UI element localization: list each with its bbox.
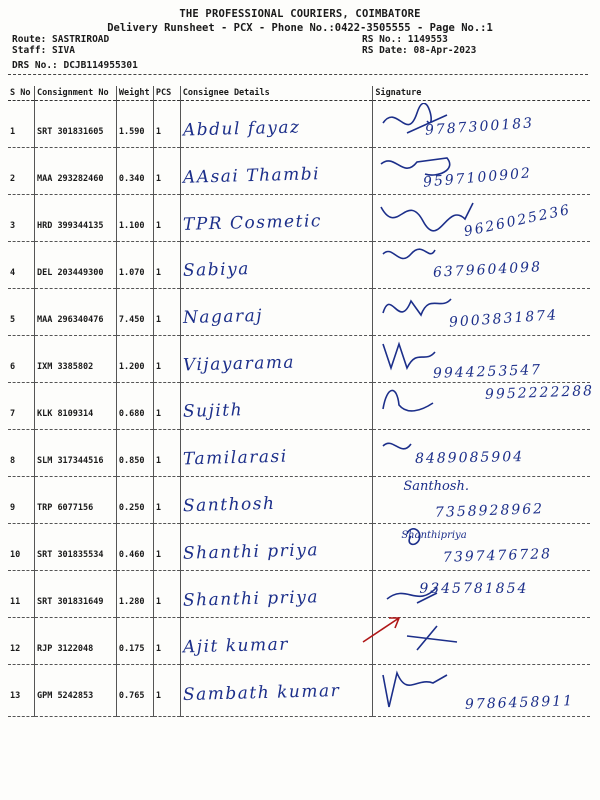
row-weight: 0.765	[116, 665, 153, 717]
row-consignee-details	[180, 524, 373, 571]
signature-phone-number: 9345781854	[419, 581, 529, 597]
table-row	[8, 571, 590, 618]
row-consignee-details	[180, 571, 373, 618]
row-consignee-details	[180, 430, 373, 477]
rs-info-block	[362, 34, 476, 56]
row-signature	[373, 665, 590, 717]
runsheet-table	[8, 86, 595, 717]
table-row	[8, 618, 590, 665]
row-consignment-no: SRT 301831605	[34, 101, 116, 148]
row-weight: 1.280	[116, 571, 153, 618]
row-pcs: 1	[153, 665, 180, 717]
row-consignee-details	[180, 383, 373, 430]
row-consignment-no: SRT 301835534	[34, 524, 116, 571]
row-signature	[373, 524, 590, 571]
row-pcs: 1	[153, 430, 180, 477]
row-sno: 10	[8, 524, 34, 571]
row-weight: 1.200	[116, 336, 153, 383]
consignee-handwritten-name: TPR Cosmetic	[182, 211, 322, 235]
row-pcs: 1	[153, 289, 180, 336]
row-consignee-details	[180, 618, 373, 665]
row-weight: 1.070	[116, 242, 153, 289]
row-pcs: 1	[153, 101, 180, 148]
row-sno: 9	[8, 477, 34, 524]
row-consignment-no: SLM 317344516	[34, 430, 116, 477]
row-sno: 13	[8, 665, 34, 717]
row-consignment-no: MAA 296340476	[34, 289, 116, 336]
col-sno: S No	[8, 86, 34, 101]
row-sno: 1	[8, 101, 34, 148]
col-consignment: Consignment No	[34, 86, 116, 101]
consignee-handwritten-name: Shanthi priya	[182, 587, 320, 611]
row-weight: 0.850	[116, 430, 153, 477]
row-pcs: 1	[153, 618, 180, 665]
row-consignment-no: KLK 8109314	[34, 383, 116, 430]
consignee-handwritten-name: Sujith	[182, 400, 244, 422]
signature-phone-number: 7397476728	[443, 546, 553, 566]
table-row	[8, 195, 590, 242]
header-divider	[8, 74, 588, 75]
row-signature	[373, 383, 595, 430]
row-sno: 4	[8, 242, 34, 289]
row-consignee-details	[180, 148, 373, 195]
row-weight: 0.460	[116, 524, 153, 571]
runsheet-header	[0, 0, 600, 78]
signature-phone-number: 9952222288	[485, 383, 595, 403]
signature-scribble	[377, 667, 477, 709]
runsheet-subtitle: Delivery Runsheet - PCX - Phone No.:0422-3505555 - Page No.:1	[107, 22, 493, 34]
consignee-handwritten-name: Sambath kumar	[182, 680, 341, 706]
row-pcs: 1	[153, 477, 180, 524]
table-header-row	[8, 86, 590, 101]
route-label: Route: SASTRIROAD	[12, 34, 110, 45]
table-row	[8, 477, 590, 524]
row-pcs: 1	[153, 336, 180, 383]
row-consignee-details	[180, 477, 373, 524]
signature-phone-number: 8489085904	[415, 449, 525, 467]
signature-scribble	[377, 197, 477, 239]
consignee-handwritten-name: Shanthi priya	[182, 540, 320, 564]
row-signature	[373, 148, 590, 195]
row-consignee-details	[180, 195, 373, 242]
signature-phone-number: 9786458911	[465, 693, 575, 713]
rs-date: RS Date: 08-Apr-2023	[362, 45, 477, 56]
table-row	[8, 383, 590, 430]
rs-number: RS No.: 1149553	[362, 34, 448, 45]
signature-scribble	[377, 385, 477, 427]
signature-phone-number: 9003831874	[448, 307, 559, 331]
row-weight: 0.175	[116, 618, 153, 665]
row-sno: 2	[8, 148, 34, 195]
row-consignment-no: RJP 3122048	[34, 618, 116, 665]
row-weight: 7.450	[116, 289, 153, 336]
signature-name: Santhosh.	[403, 479, 469, 494]
row-consignment-no: HRD 399344135	[34, 195, 116, 242]
signature-phone-number: 9787300183	[424, 115, 535, 139]
drs-number: DRS No.: DCJB114955301	[12, 60, 138, 71]
table-row	[8, 101, 590, 148]
row-pcs: 1	[153, 148, 180, 195]
row-signature	[373, 195, 590, 242]
row-sno: 5	[8, 289, 34, 336]
row-sno: 7	[8, 383, 34, 430]
staff-label: Staff: SIVA	[12, 45, 75, 56]
signature-phone-number: 6379604098	[432, 259, 543, 281]
table-row	[8, 289, 590, 336]
signature-name: Shanthipriya	[401, 530, 467, 541]
row-pcs: 1	[153, 195, 180, 242]
row-consignee-details	[180, 289, 373, 336]
row-sno: 11	[8, 571, 34, 618]
signature-phone-number: 7358928962	[435, 501, 545, 521]
company-title: THE PROFESSIONAL COURIERS, COIMBATORE	[179, 8, 421, 20]
row-consignee-details	[180, 101, 373, 148]
table-row	[8, 242, 590, 289]
row-signature	[373, 289, 590, 336]
col-consignee-details: Consignee Details	[180, 86, 373, 101]
row-signature	[373, 430, 590, 477]
row-pcs: 1	[153, 524, 180, 571]
col-pcs: PCS	[153, 86, 180, 101]
col-signature: Signature	[373, 86, 590, 101]
row-pcs: 1	[153, 571, 180, 618]
row-consignee-details	[180, 336, 373, 383]
row-signature	[373, 477, 590, 524]
row-weight: 1.590	[116, 101, 153, 148]
consignee-handwritten-name: Ajit kumar	[182, 634, 289, 658]
row-consignee-details	[180, 665, 373, 717]
row-weight: 0.680	[116, 383, 153, 430]
row-signature	[373, 101, 590, 148]
row-weight: 0.250	[116, 477, 153, 524]
row-signature	[373, 336, 590, 383]
red-arrow-annotation	[359, 610, 419, 650]
row-consignee-details	[180, 242, 373, 289]
signature-phone-number: 9597100902	[422, 165, 533, 191]
row-consignment-no: DEL 203449300	[34, 242, 116, 289]
row-weight: 0.340	[116, 148, 153, 195]
consignee-handwritten-name: Santhosh	[182, 493, 276, 517]
row-pcs: 1	[153, 242, 180, 289]
consignee-handwritten-name: Nagaraj	[182, 305, 264, 329]
row-sno: 12	[8, 618, 34, 665]
col-weight: Weight	[116, 86, 153, 101]
consignee-handwritten-name: AAsai Thambi	[182, 164, 321, 188]
consignee-handwritten-name: Abdul fayaz	[182, 117, 301, 141]
row-signature	[373, 242, 590, 289]
row-consignment-no: MAA 293282460	[34, 148, 116, 195]
row-sno: 8	[8, 430, 34, 477]
consignee-handwritten-name: Sabiya	[182, 259, 250, 281]
signature-phone-number: 9944253547	[433, 362, 543, 382]
consignee-handwritten-name: Vijayarama	[182, 352, 296, 376]
row-weight: 1.100	[116, 195, 153, 242]
row-consignment-no: SRT 301831649	[34, 571, 116, 618]
table-row	[8, 148, 590, 195]
table-row	[8, 430, 590, 477]
table-row	[8, 336, 590, 383]
row-consignment-no: IXM 3385802	[34, 336, 116, 383]
row-signature	[373, 618, 590, 665]
row-consignment-no: GPM 5242853	[34, 665, 116, 717]
row-consignment-no: TRP 6077156	[34, 477, 116, 524]
table-row	[8, 665, 590, 717]
table-row	[8, 524, 590, 571]
row-sno: 6	[8, 336, 34, 383]
row-pcs: 1	[153, 383, 180, 430]
route-staff-block	[12, 34, 109, 56]
consignee-handwritten-name: Tamilarasi	[182, 446, 288, 470]
row-sno: 3	[8, 195, 34, 242]
signature-phone-number: 9626025236	[462, 201, 573, 241]
